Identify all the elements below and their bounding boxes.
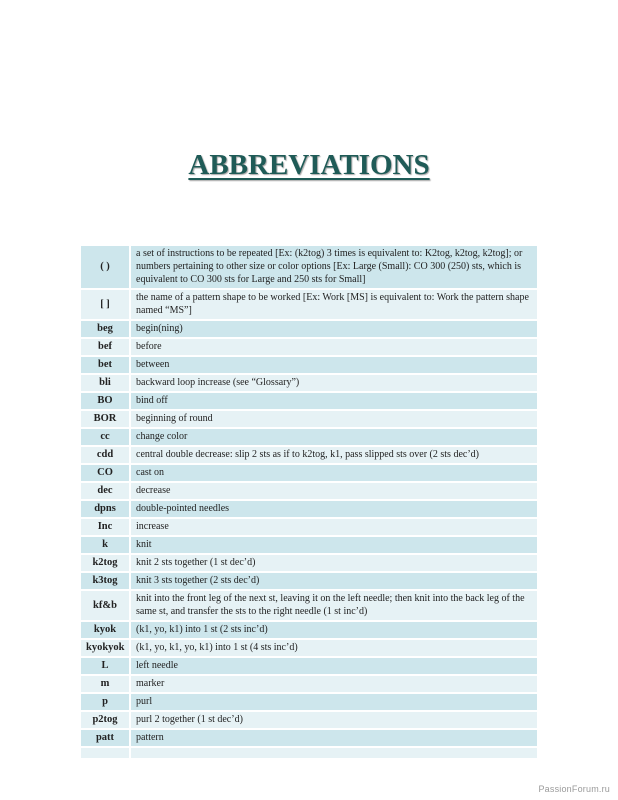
abbreviation-definition: marker [131,676,537,692]
abbreviation-term: k2tog [81,555,129,571]
abbreviation-definition: knit 2 sts together (1 st dec’d) [131,555,537,571]
table-row [81,537,537,553]
abbreviation-definition: (k1, yo, k1, yo, k1) into 1 st (4 sts inc’d) [131,640,537,656]
abbreviation-term: p [81,694,129,710]
abbreviation-definition: increase [131,519,537,535]
table-row [81,321,537,337]
table-row [81,591,537,620]
table-row [81,712,537,728]
abbreviation-term: bef [81,339,129,355]
table-row [81,748,537,758]
table-row [81,640,537,656]
abbreviation-definition: knit 3 sts together (2 sts dec’d) [131,573,537,589]
table-row [81,339,537,355]
abbreviation-term: [ ] [81,290,129,319]
abbreviation-term: cc [81,429,129,445]
abbreviation-term: ( ) [81,246,129,288]
abbreviation-definition: central double decrease: slip 2 sts as if to k2tog, k1, pass slipped sts over (2 sts dec’d) [131,447,537,463]
abbreviation-term: m [81,676,129,692]
table-row [81,622,537,638]
abbreviation-term [81,748,129,758]
abbreviation-term: beg [81,321,129,337]
abbreviation-term: BOR [81,411,129,427]
abbreviation-definition: before [131,339,537,355]
table-row [81,676,537,692]
table-row [81,393,537,409]
abbreviation-term: k [81,537,129,553]
abbreviation-term: dpns [81,501,129,517]
abbreviation-definition: knit into the front leg of the next st, leaving it on the left needle; then knit into the back leg of the same st, and transfer the sts to the right needle (1 st inc’d) [131,591,537,620]
abbreviation-definition: decrease [131,483,537,499]
abbreviation-definition: the name of a pattern shape to be worked [Ex: Work [MS] is equivalent to: Work the pattern shape named “MS”] [131,290,537,319]
table-row [81,555,537,571]
abbreviation-definition: backward loop increase (see “Glossary”) [131,375,537,391]
abbreviation-definition: pattern [131,730,537,746]
table-row [81,246,537,288]
page-title: ABBREVIATIONS [188,149,430,181]
table-row [81,501,537,517]
abbreviation-definition: between [131,357,537,373]
watermark: PassionForum.ru [538,784,610,794]
abbreviation-term: dec [81,483,129,499]
abbreviation-definition: knit [131,537,537,553]
abbreviation-term: bli [81,375,129,391]
abbreviation-term: CO [81,465,129,481]
table-row [81,429,537,445]
table-row [81,447,537,463]
abbreviation-definition: beginning of round [131,411,537,427]
abbreviation-definition: (k1, yo, k1) into 1 st (2 sts inc’d) [131,622,537,638]
abbreviation-definition: left needle [131,658,537,674]
abbreviation-term: patt [81,730,129,746]
abbreviation-term: kyokyok [81,640,129,656]
abbreviation-term: kyok [81,622,129,638]
table-row [81,519,537,535]
abbreviation-term: BO [81,393,129,409]
abbreviation-term: k3tog [81,573,129,589]
abbreviation-term: p2tog [81,712,129,728]
abbreviation-definition: purl 2 together (1 st dec’d) [131,712,537,728]
abbreviations-table [79,244,539,760]
abbreviation-definition: a set of instructions to be repeated [Ex: (k2tog) 3 times is equivalent to: K2tog, k2tog, k2tog]; or numbers pertaining to other size or color options [Ex: Large (Small): CO 300 (250) sts, which is equivalent to CO 300 sts for Large and 250 sts for Small] [131,246,537,288]
abbreviation-definition: cast on [131,465,537,481]
abbreviation-term: Inc [81,519,129,535]
table-row [81,375,537,391]
abbreviation-definition: bind off [131,393,537,409]
abbreviation-definition: begin(ning) [131,321,537,337]
abbreviation-definition [131,748,537,758]
table-row [81,357,537,373]
abbreviation-definition: purl [131,694,537,710]
abbreviation-term: kf&b [81,591,129,620]
abbreviation-definition: double-pointed needles [131,501,537,517]
abbreviation-term: L [81,658,129,674]
abbreviation-term: cdd [81,447,129,463]
table-row [81,290,537,319]
abbreviation-definition: change color [131,429,537,445]
table-row [81,483,537,499]
table-row [81,658,537,674]
table-row [81,694,537,710]
table-row [81,465,537,481]
table-row [81,411,537,427]
abbreviation-term: bet [81,357,129,373]
table-row [81,573,537,589]
table-row [81,730,537,746]
abbreviations-table-body [81,246,537,758]
